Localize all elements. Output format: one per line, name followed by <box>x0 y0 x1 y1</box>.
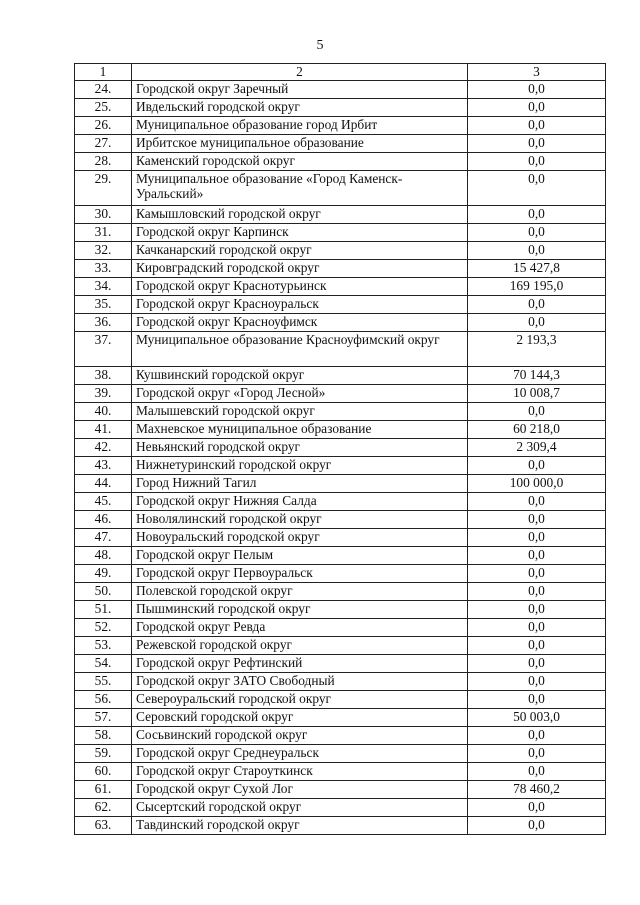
row-number: 37. <box>75 332 132 367</box>
row-number: 29. <box>75 171 132 206</box>
amount-value: 0,0 <box>468 296 606 314</box>
row-number: 34. <box>75 278 132 296</box>
table-row <box>75 637 606 655</box>
row-number: 38. <box>75 367 132 385</box>
amount-value: 10 008,7 <box>468 385 606 403</box>
row-number: 45. <box>75 493 132 511</box>
municipality-name: Невьянский городской округ <box>132 439 468 457</box>
municipality-name: Городской округ «Город Лесной» <box>132 385 468 403</box>
row-number: 61. <box>75 781 132 799</box>
amount-value: 0,0 <box>468 547 606 565</box>
amount-value: 0,0 <box>468 763 606 781</box>
municipality-name: Муниципальное образование «Город Каменск-Уральский» <box>132 171 468 206</box>
amount-value: 0,0 <box>468 727 606 745</box>
municipality-name: Городской округ Первоуральск <box>132 565 468 583</box>
amount-value: 0,0 <box>468 619 606 637</box>
amount-value: 2 193,3 <box>468 332 606 367</box>
municipality-name: Городской округ Карпинск <box>132 224 468 242</box>
table-row <box>75 171 606 206</box>
amount-value: 0,0 <box>468 493 606 511</box>
table-row <box>75 99 606 117</box>
row-number: 27. <box>75 135 132 153</box>
amount-value: 0,0 <box>468 511 606 529</box>
municipality-name: Городской округ Сухой Лог <box>132 781 468 799</box>
table-row <box>75 493 606 511</box>
row-number: 62. <box>75 799 132 817</box>
table-row <box>75 511 606 529</box>
table-row <box>75 799 606 817</box>
table-row <box>75 475 606 493</box>
table-row <box>75 135 606 153</box>
municipality-name: Городской округ Рефтинский <box>132 655 468 673</box>
table-row <box>75 763 606 781</box>
table-row <box>75 781 606 799</box>
row-number: 35. <box>75 296 132 314</box>
table-row <box>75 81 606 99</box>
amount-value: 0,0 <box>468 673 606 691</box>
table-row <box>75 529 606 547</box>
municipality-name: Городской округ Нижняя Салда <box>132 493 468 511</box>
municipality-name: Серовский городской округ <box>132 709 468 727</box>
amount-value: 0,0 <box>468 457 606 475</box>
municipality-name: Городской округ Староуткинск <box>132 763 468 781</box>
table-row <box>75 206 606 224</box>
row-number: 46. <box>75 511 132 529</box>
amount-value: 78 460,2 <box>468 781 606 799</box>
table-header-row <box>75 64 606 81</box>
municipality-name: Тавдинский городской округ <box>132 817 468 835</box>
municipality-name: Ирбитское муниципальное образование <box>132 135 468 153</box>
row-number: 50. <box>75 583 132 601</box>
municipality-name: Сысертский городской округ <box>132 799 468 817</box>
municipality-name: Муниципальное образование город Ирбит <box>132 117 468 135</box>
amount-value: 0,0 <box>468 799 606 817</box>
row-number: 28. <box>75 153 132 171</box>
table-row <box>75 655 606 673</box>
table-row <box>75 296 606 314</box>
municipality-name: Режевской городской округ <box>132 637 468 655</box>
municipality-name: Сосьвинский городской округ <box>132 727 468 745</box>
table-row <box>75 709 606 727</box>
row-number: 55. <box>75 673 132 691</box>
amount-value: 50 003,0 <box>468 709 606 727</box>
amount-value: 0,0 <box>468 565 606 583</box>
amount-value: 100 000,0 <box>468 475 606 493</box>
amount-value: 60 218,0 <box>468 421 606 439</box>
amount-value: 0,0 <box>468 691 606 709</box>
amount-value: 0,0 <box>468 745 606 763</box>
table-row <box>75 117 606 135</box>
municipality-name: Муниципальное образование Красноуфимский округ <box>132 332 468 367</box>
municipality-name: Городской округ Краснотурьинск <box>132 278 468 296</box>
table-row <box>75 314 606 332</box>
amount-value: 169 195,0 <box>468 278 606 296</box>
row-number: 31. <box>75 224 132 242</box>
table-row <box>75 332 606 367</box>
table-row <box>75 547 606 565</box>
amount-value: 0,0 <box>468 403 606 421</box>
municipality-name: Ивдельский городской округ <box>132 99 468 117</box>
municipality-name: Городской округ Ревда <box>132 619 468 637</box>
municipality-name: Пышминский городской округ <box>132 601 468 619</box>
row-number: 47. <box>75 529 132 547</box>
row-number: 44. <box>75 475 132 493</box>
row-number: 56. <box>75 691 132 709</box>
row-number: 53. <box>75 637 132 655</box>
municipality-name: Новолялинский городской округ <box>132 511 468 529</box>
amount-value: 0,0 <box>468 135 606 153</box>
table-row <box>75 619 606 637</box>
amount-value: 0,0 <box>468 99 606 117</box>
row-number: 24. <box>75 81 132 99</box>
municipality-name: Кушвинский городской округ <box>132 367 468 385</box>
row-number: 57. <box>75 709 132 727</box>
amount-value: 0,0 <box>468 171 606 206</box>
amount-value: 0,0 <box>468 242 606 260</box>
header-col-2: 2 <box>132 64 468 81</box>
table-row <box>75 242 606 260</box>
table-row <box>75 745 606 763</box>
amount-value: 0,0 <box>468 206 606 224</box>
municipality-name: Малышевский городской округ <box>132 403 468 421</box>
row-number: 49. <box>75 565 132 583</box>
row-number: 51. <box>75 601 132 619</box>
municipality-name: Каменский городской округ <box>132 153 468 171</box>
municipality-name: Городской округ ЗАТО Свободный <box>132 673 468 691</box>
row-number: 42. <box>75 439 132 457</box>
amount-value: 0,0 <box>468 81 606 99</box>
amount-value: 0,0 <box>468 529 606 547</box>
amount-value: 0,0 <box>468 117 606 135</box>
municipality-name: Городской округ Заречный <box>132 81 468 99</box>
row-number: 60. <box>75 763 132 781</box>
table-row <box>75 421 606 439</box>
table-row <box>75 457 606 475</box>
table-row <box>75 565 606 583</box>
municipality-name: Полевской городской округ <box>132 583 468 601</box>
table-row <box>75 673 606 691</box>
row-number: 32. <box>75 242 132 260</box>
row-number: 48. <box>75 547 132 565</box>
row-number: 41. <box>75 421 132 439</box>
municipality-name: Городской округ Красноуральск <box>132 296 468 314</box>
table-row <box>75 691 606 709</box>
amount-value: 0,0 <box>468 601 606 619</box>
allocation-table <box>74 63 606 835</box>
table-row <box>75 367 606 385</box>
row-number: 58. <box>75 727 132 745</box>
table-row <box>75 439 606 457</box>
municipality-name: Нижнетуринский городской округ <box>132 457 468 475</box>
table-row <box>75 727 606 745</box>
amount-value: 2 309,4 <box>468 439 606 457</box>
table-row <box>75 403 606 421</box>
table-row <box>75 153 606 171</box>
table-row <box>75 817 606 835</box>
table-row <box>75 260 606 278</box>
table-row <box>75 224 606 242</box>
amount-value: 0,0 <box>468 583 606 601</box>
amount-value: 0,0 <box>468 224 606 242</box>
row-number: 25. <box>75 99 132 117</box>
table-row <box>75 601 606 619</box>
municipality-name: Качканарский городской округ <box>132 242 468 260</box>
row-number: 40. <box>75 403 132 421</box>
municipality-name: Город Нижний Тагил <box>132 475 468 493</box>
page-number: 5 <box>316 38 324 53</box>
amount-value: 0,0 <box>468 153 606 171</box>
municipality-name: Североуральский городской округ <box>132 691 468 709</box>
municipality-name: Городской округ Среднеуральск <box>132 745 468 763</box>
table-body <box>75 81 606 835</box>
amount-value: 70 144,3 <box>468 367 606 385</box>
municipality-name: Кировградский городской округ <box>132 260 468 278</box>
table-row <box>75 385 606 403</box>
row-number: 63. <box>75 817 132 835</box>
row-number: 26. <box>75 117 132 135</box>
amount-value: 15 427,8 <box>468 260 606 278</box>
municipality-name: Городской округ Пелым <box>132 547 468 565</box>
row-number: 33. <box>75 260 132 278</box>
municipality-name: Махневское муниципальное образование <box>132 421 468 439</box>
header-col-3: 3 <box>468 64 606 81</box>
amount-value: 0,0 <box>468 655 606 673</box>
table-row <box>75 278 606 296</box>
amount-value: 0,0 <box>468 314 606 332</box>
row-number: 30. <box>75 206 132 224</box>
header-col-1: 1 <box>75 64 132 81</box>
row-number: 36. <box>75 314 132 332</box>
municipality-name: Городской округ Красноуфимск <box>132 314 468 332</box>
row-number: 54. <box>75 655 132 673</box>
municipality-name: Камышловский городской округ <box>132 206 468 224</box>
row-number: 39. <box>75 385 132 403</box>
municipality-name: Новоуральский городской округ <box>132 529 468 547</box>
amount-value: 0,0 <box>468 637 606 655</box>
table-row <box>75 583 606 601</box>
row-number: 43. <box>75 457 132 475</box>
row-number: 59. <box>75 745 132 763</box>
amount-value: 0,0 <box>468 817 606 835</box>
row-number: 52. <box>75 619 132 637</box>
